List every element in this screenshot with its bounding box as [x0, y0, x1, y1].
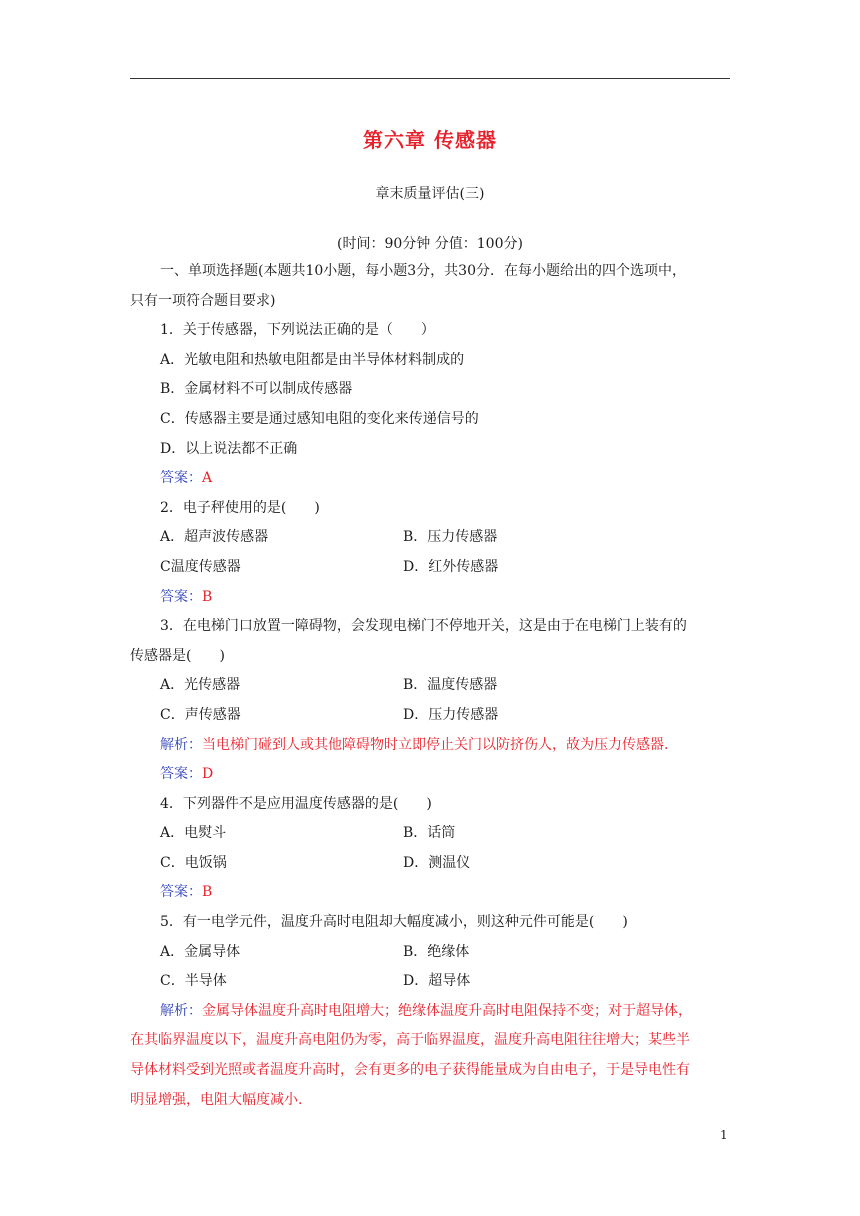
answer-value: A — [202, 470, 213, 487]
q1-option-d: D．以上说法都不正确 — [160, 440, 298, 457]
analysis-text: 当电梯门碰到人或其他障碍物时立即停止关门以防挤伤人，故为压力传感器. — [202, 736, 669, 753]
q5-options-cd — [130, 967, 730, 997]
q5-analysis-line1 — [130, 997, 730, 1027]
q1-stem: 1．关于传感器，下列说法正确的是（ ） — [160, 322, 435, 339]
q2-options-ab — [130, 523, 730, 553]
q1-option-a: A．光敏电阻和热敏电阻都是由半导体材料制成的 — [160, 351, 465, 368]
analysis-label: 解析： — [160, 736, 202, 753]
q2-option-a: A．超声波传感器 — [160, 529, 269, 546]
q4-option-c: C．电饭锅 — [160, 854, 227, 871]
q5-analysis-line4: 明显增强，电阻大幅度减小. — [130, 1091, 303, 1108]
q5-option-a: A．金属导体 — [160, 943, 241, 960]
analysis-text: 金属导体温度升高时电阻增大；绝缘体温度升高时电阻保持不变；对于超导体， — [202, 1002, 692, 1019]
q2-option-b: B．压力传感器 — [403, 529, 498, 546]
q3-stem-line1: 3．在电梯门口放置一障碍物，会发现电梯门不停地开关，这是由于在电梯门上装有的 — [160, 618, 687, 635]
section-instructions-line2: 只有一项符合题目要求) — [130, 292, 276, 309]
answer-label: 答案： — [160, 588, 202, 605]
q2-answer — [130, 583, 730, 613]
q2-option-c: C温度传感器 — [160, 558, 241, 575]
q3-analysis — [130, 731, 730, 761]
answer-label: 答案： — [160, 470, 202, 487]
q5-option-c: C．半导体 — [160, 973, 227, 990]
q2-option-d: D．红外传感器 — [403, 558, 499, 575]
q1-option-b: B．金属材料不可以制成传感器 — [160, 381, 353, 398]
question-content — [130, 257, 730, 1115]
time-score-info: (时间：90分钟 分值：100分) — [337, 236, 523, 252]
q3-option-b: B．温度传感器 — [403, 677, 498, 694]
q4-options-cd — [130, 849, 730, 879]
chapter-subtitle: 章末质量评估(三) — [375, 186, 485, 202]
header-rule — [130, 78, 730, 79]
q3-answer — [130, 760, 730, 790]
answer-label: 答案： — [160, 766, 202, 783]
q4-option-d: D．测温仪 — [403, 854, 471, 871]
q5-options-ab — [130, 938, 730, 968]
q3-options-ab — [130, 671, 730, 701]
q5-option-d: D．超导体 — [403, 973, 471, 990]
q4-option-b: B．话筒 — [403, 825, 456, 842]
q4-answer — [130, 878, 730, 908]
page-number: 1 — [720, 1128, 728, 1142]
q2-options-cd — [130, 553, 730, 583]
q5-stem: 5．有一电学元件，温度升高时电阻却大幅度减小，则这种元件可能是( ) — [160, 914, 628, 931]
q5-option-b: B．绝缘体 — [403, 943, 470, 960]
answer-value: D — [202, 766, 214, 783]
q3-option-a: A．光传感器 — [160, 677, 241, 694]
q3-stem-line2: 传感器是( ) — [130, 647, 225, 664]
q3-option-d: D．压力传感器 — [403, 706, 499, 723]
answer-label: 答案： — [160, 884, 202, 901]
q5-analysis-line3: 导体材料受到光照或者温度升高时，会有更多的电子获得能量成为自由电子，于是导电性有 — [130, 1062, 690, 1079]
answer-value: B — [202, 884, 213, 901]
q3-option-c: C．声传感器 — [160, 706, 241, 723]
q5-analysis-line2: 在其临界温度以下，温度升高电阻仍为零，高于临界温度，温度升高电阻往往增大；某些半 — [130, 1032, 690, 1049]
q4-stem: 4．下列器件不是应用温度传感器的是( ) — [160, 795, 432, 812]
q4-option-a: A．电熨斗 — [160, 825, 227, 842]
answer-value: B — [202, 588, 213, 605]
chapter-title: 第六章 传感器 — [363, 128, 497, 152]
analysis-label: 解析： — [160, 1002, 202, 1019]
q4-options-ab — [130, 819, 730, 849]
q2-stem: 2．电子秤使用的是( ) — [160, 499, 320, 516]
q3-options-cd — [130, 701, 730, 731]
section-instructions-line1: 一、单项选择题(本题共10小题，每小题3分，共30分．在每小题给出的四个选项中， — [160, 263, 686, 279]
q1-option-c: C．传感器主要是通过感知电阻的变化来传递信号的 — [160, 410, 479, 427]
q1-answer — [130, 464, 730, 494]
